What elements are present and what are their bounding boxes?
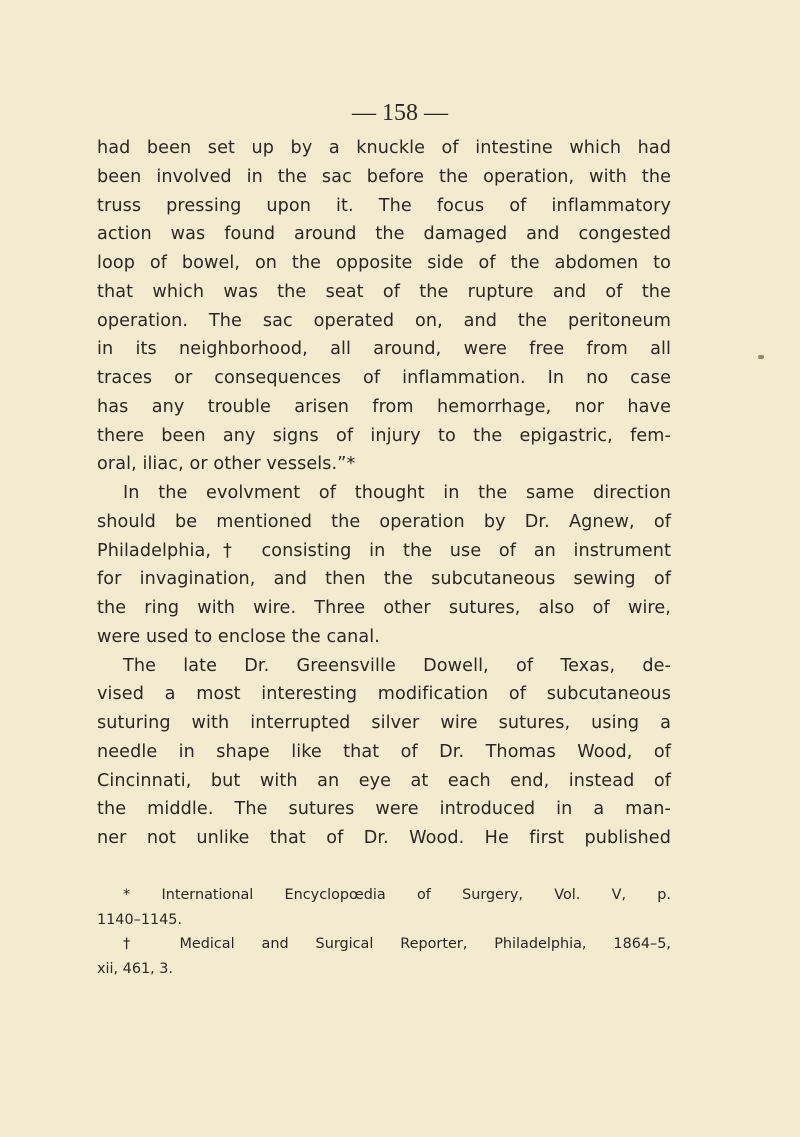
text-line: loop of bowel, on the opposite side of the abdomen to [97,253,671,273]
text-line: suturing with interrupted silver wire sutures, using a [97,713,671,733]
text-line: for invagination, and then the subcutaneous sewing of [97,569,671,590]
text-line: In the evolvment of thought in the same direction [123,483,671,503]
text-line: Philadelphia,† consisting in the use of an instrument [97,540,671,561]
text-line: the middle. The sutures were introduced in a man- [97,799,671,820]
paper-speck [758,355,764,359]
footnote-line: 1140–1145. [97,911,183,928]
footnotes [97,883,671,981]
text-line: oral, iliac, or other vessels.”* [97,454,356,475]
text-line: vised a most interesting modification of subcutaneous [97,684,671,705]
text-line: been involved in the sac before the operation, with the [97,166,671,187]
footnote-line: * International Encyclopœdia of Surgery, Vol. V, p. [123,887,671,903]
text-line: should be mentioned the operation by Dr. Agnew, of [97,511,671,532]
text-line: were used to enclose the canal. [97,626,380,647]
text-line: the ring with wire. Three other sutures, also of wire, [97,598,671,618]
footnote-line: xii, 461, 3. [97,960,174,977]
text-line: operation. The sac operated on, and the peritoneum [97,310,671,331]
text-line: in its neighborhood, all around, were free from all [97,339,671,360]
text-line: The late Dr. Greensville Dowell, of Texas, de- [123,655,671,676]
text-line: ner not unlike that of Dr. Wood. He first published [97,828,671,848]
footnote-line: † Medical and Surgical Reporter, Philadelphia, 1864–5, [123,936,671,952]
page-number: — 158 — [352,100,448,126]
text-line: there been any signs of injury to the epigastric, fem- [97,425,671,446]
body-text [97,134,671,853]
text-line: Cincinnati, but with an eye at each end, instead of [97,770,671,791]
text-line: traces or consequences of inflammation. In no case [97,368,671,388]
text-line: needle in shape like that of Dr. Thomas Wood, of [97,741,671,762]
text-line: had been set up by a knuckle of intestine which had [97,138,671,158]
text-line: action was found around the damaged and congested [97,224,671,245]
text-line: that which was the seat of the rupture and of the [97,281,671,302]
text-line: has any trouble arisen from hemorrhage, nor have [97,396,671,417]
text-line: truss pressing upon it. The focus of inflammatory [97,195,671,216]
